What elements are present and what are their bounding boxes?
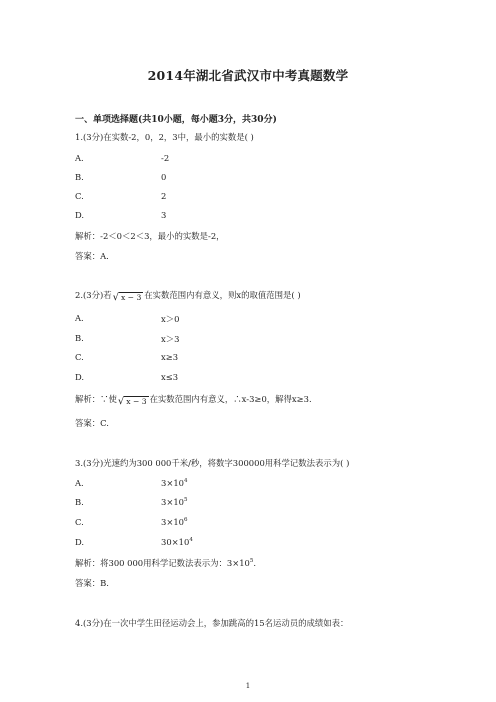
q3-option-d-exponent: 4 bbox=[189, 537, 193, 543]
q2-stem-suffix: 在实数范围内有意义，则x的取值范围是( ) bbox=[144, 290, 301, 300]
q3-option-c-exponent: 6 bbox=[184, 517, 188, 523]
q1-option-c-letter: C. bbox=[75, 191, 84, 201]
q1-answer: 答案：A. bbox=[75, 251, 109, 261]
q3-option-b-letter: B. bbox=[75, 497, 84, 507]
q2-option-b-value: x＞3 bbox=[161, 334, 180, 344]
q3-option-b-base: 3×10 bbox=[161, 497, 185, 507]
q3-option-a-exponent: 4 bbox=[184, 478, 188, 484]
q3-option-d-value bbox=[161, 537, 193, 547]
q3-option-d-letter: D. bbox=[75, 537, 85, 547]
q3-option-d-base: 30×10 bbox=[161, 537, 190, 547]
q3-option-b-exponent: 5 bbox=[184, 497, 188, 503]
q2-analysis-prefix: 解析：∵使 bbox=[75, 394, 117, 404]
q3-option-c-base: 3×10 bbox=[161, 517, 185, 527]
q3-analysis-prefix: 解析：将300 000用科学记数法表示为：3×10 bbox=[75, 558, 250, 568]
page-number: 1 bbox=[245, 682, 251, 690]
q2-analysis bbox=[75, 393, 312, 407]
q1-analysis: 解析：-2＜0＜2＜3，最小的实数是-2， bbox=[75, 231, 225, 241]
radicand: x − 3 bbox=[120, 293, 142, 302]
document-title: 2014年湖北省武汉市中考真题数学 bbox=[147, 68, 349, 83]
q1-stem: 1.(3分)在实数-2，0，2，3中，最小的实数是( ) bbox=[75, 132, 254, 142]
q3-option-a-letter: A. bbox=[75, 478, 84, 488]
q3-option-c-letter: C. bbox=[75, 517, 84, 527]
radicand: x − 3 bbox=[126, 397, 147, 406]
q1-option-d-value: 3 bbox=[161, 210, 167, 220]
q3-analysis-exponent: 5 bbox=[249, 558, 254, 564]
q2-option-d-value: x≤3 bbox=[161, 372, 179, 382]
q2-stem bbox=[75, 289, 301, 303]
sqrt-expression bbox=[118, 396, 149, 407]
q4-stem: 4.(3分)在一次中学生田径运动会上，参加跳高的15名运动员的成绩如表： bbox=[75, 618, 349, 628]
q2-answer: 答案：C. bbox=[75, 418, 109, 428]
q1-option-b-value: 0 bbox=[161, 172, 167, 182]
q3-option-c-value bbox=[161, 517, 188, 527]
sqrt-expression bbox=[113, 292, 144, 303]
q2-option-c-letter: C. bbox=[75, 352, 84, 362]
q3-analysis bbox=[75, 557, 256, 569]
section-heading: 一、单项选择题(共10小题，每小题3分，共30分) bbox=[75, 115, 277, 125]
radical-sign-icon: √ bbox=[112, 292, 119, 303]
q2-option-c-value: x≥3 bbox=[161, 352, 179, 362]
q3-option-b-value bbox=[161, 497, 188, 507]
radical-sign-icon: √ bbox=[117, 396, 125, 407]
q3-stem: 3.(3分)光速约为300 000千米/秒，将数字300000用科学记数法表示为( ) bbox=[75, 458, 350, 468]
q2-stem-prefix: 2.(3分)若 bbox=[75, 290, 112, 300]
q3-analysis-suffix: . bbox=[253, 558, 257, 568]
q1-option-a-letter: A. bbox=[75, 153, 84, 163]
q2-option-a-value: x＞0 bbox=[161, 314, 180, 324]
q2-option-d-letter: D. bbox=[75, 372, 85, 382]
q1-option-d-letter: D. bbox=[75, 210, 85, 220]
q2-option-b-letter: B. bbox=[75, 333, 84, 343]
q3-answer: 答案：B. bbox=[75, 578, 109, 588]
q1-option-b-letter: B. bbox=[75, 172, 84, 182]
q1-option-a-value: -2 bbox=[161, 153, 170, 163]
q1-option-c-value: 2 bbox=[161, 191, 167, 201]
q2-analysis-suffix: 在实数范围内有意义，∴x-3≥0，解得x≥3. bbox=[149, 394, 312, 404]
q3-option-a-value bbox=[161, 478, 188, 488]
q2-option-a-letter: A. bbox=[75, 313, 84, 323]
q3-option-a-base: 3×10 bbox=[161, 478, 185, 488]
